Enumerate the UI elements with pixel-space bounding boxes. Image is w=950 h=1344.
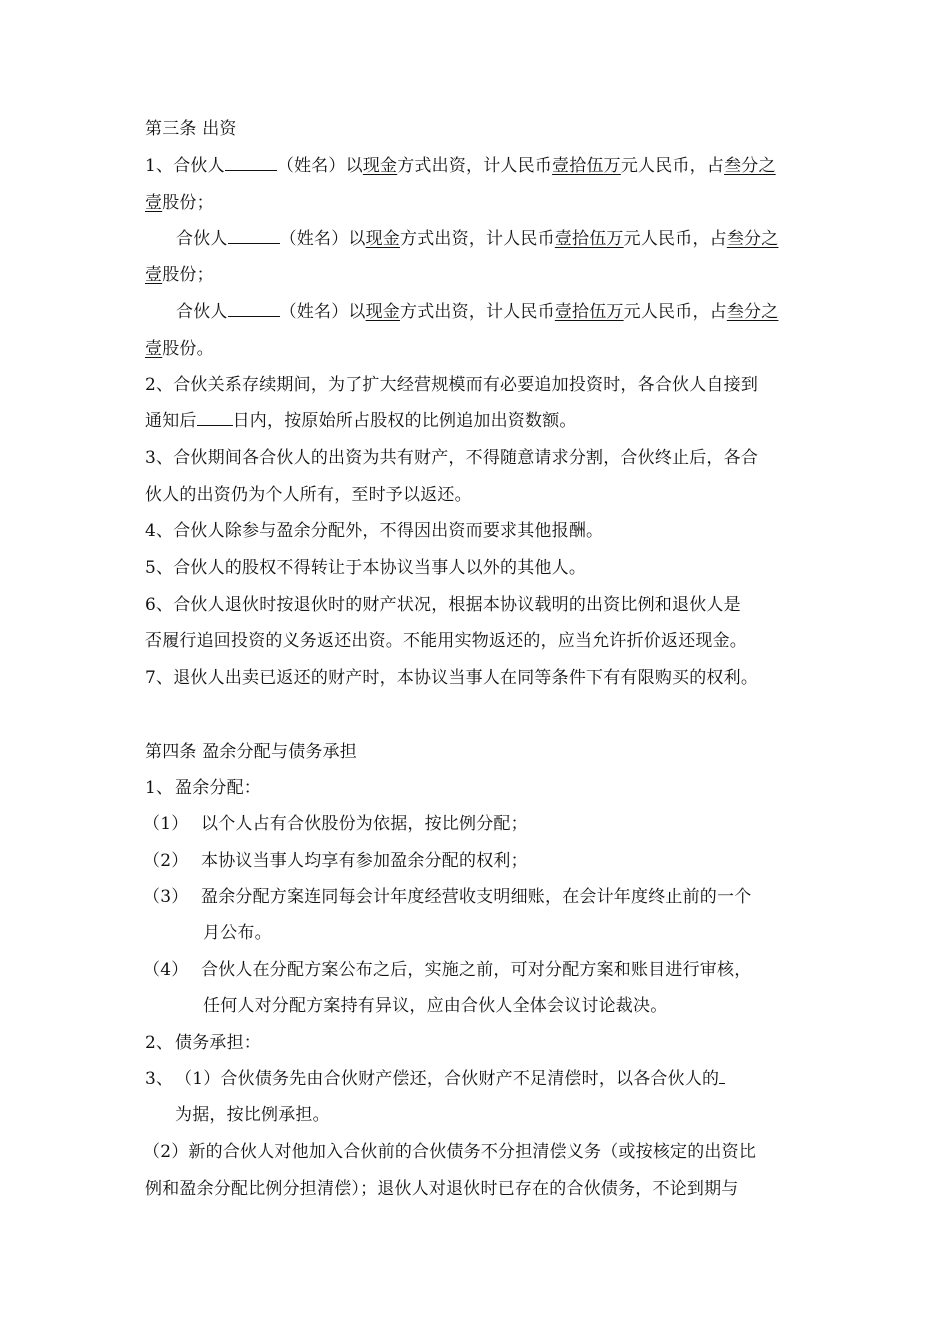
underlined-amount: 壹拾伍万 [552,156,621,176]
underlined-method: 现金 [365,229,401,249]
item-text: 本协议当事人均享有参加盈余分配的权利； [201,851,528,871]
clause-text: 元人民币，占 [620,156,725,176]
clause-text: （姓名）以 [279,302,366,322]
article-4-title: 第四条 盈余分配与债务承担 [145,742,358,762]
article-4-item-4 [143,959,751,981]
clause-text: 日内，按原始所占股权的比例追加出资数额。 [232,411,577,431]
underlined-amount: 壹拾伍万 [554,302,624,322]
clause-text: 方式出资，计人民币 [397,156,553,176]
article-4-section-3-item-2: （2）新的合伙人对他加入合伙前的合伙债务不分担清偿义务（或按核定的出资比 [143,1142,757,1162]
article-3-clause-3-cont: 伙人的出资仍为个人所有，至时予以返还。 [145,485,472,505]
article-4-section-3-cont: 为据，按比例承担。 [175,1105,330,1125]
underlined-share: 叁分之 [726,302,779,322]
clause-text: （姓名）以 [279,229,366,249]
article-4-item-4-cont: 任何人对分配方案持有异议，应由合伙人全体会议讨论裁决。 [203,996,668,1016]
article-3-clause-3: 3、合伙期间各合伙人的出资为共有财产，不得随意请求分割，合伙终止后，各合 [145,448,759,468]
section-number: 1、 [145,778,174,798]
article-3-clause-6: 6、合伙人退伙时按退伙时的财产状况，根据本协议载明的出资比例和退伙人是 [145,595,741,615]
name-blank [228,301,280,317]
article-3-clause-1-partner-b [176,228,778,250]
section-label: 债务承担： [175,1033,261,1053]
article-3-clause-1-partner-a-cont [145,192,214,214]
item-number: （3） [143,887,189,907]
clause-text: 股份； [162,193,214,213]
clause-text: 股份； [162,265,214,285]
underlined-share: 壹 [145,339,163,359]
article-3-clause-5: 5、合伙人的股权不得转让于本协议当事人以外的其他人。 [145,558,587,578]
clause-text: 1、合伙人 [145,156,225,176]
clause-text: 元人民币，占 [623,302,727,322]
name-blank [228,228,280,244]
underlined-share: 叁分之 [724,156,776,176]
underlined-amount: 壹拾伍万 [554,229,624,249]
underlined-method: 现金 [362,156,398,176]
article-3-clause-1-partner-a [145,155,776,177]
days-blank [197,410,233,426]
clause-text: 元人民币，占 [623,229,727,249]
item-text: 以个人占有合伙股份为依据，按比例分配； [201,814,528,834]
article-3-clause-2-cont [145,410,577,432]
clause-text: 合伙人 [176,302,228,322]
item-text: 盈余分配方案连同每会计年度经营收支明细账，在会计年度终止前的一个 [201,887,752,907]
item-number: （1） [143,814,189,834]
article-4-item-3 [143,886,751,908]
clause-text: 方式出资，计人民币 [400,302,555,322]
article-3-title: 第三条 出资 [145,119,237,139]
clause-text: 方式出资，计人民币 [400,229,555,249]
underlined-share: 叁分之 [726,229,779,249]
article-3-clause-4: 4、合伙人除参与盈余分配外，不得因出资而要求其他报酬。 [145,521,604,541]
article-3-clause-6-cont: 否履行追回投资的义务返还出资。不能用实物返还的，应当允许折价返还现金。 [145,631,747,651]
article-3-clause-1-partner-b-cont [145,264,214,286]
section-number: 2、 [145,1033,174,1053]
article-4-section-2 [145,1032,261,1054]
article-4-section-3-item-2-cont: 例和盈余分配比例分担清偿）；退伙人对退伙时已存在的合伙债务，不论到期与 [145,1179,739,1199]
article-3-clause-1-partner-c-cont [145,338,214,360]
article-4-item-2 [143,850,528,872]
clause-text: 通知后 [145,411,197,431]
underlined-share: 壹 [145,265,163,285]
item-text: （1）合伙债务先由合伙财产偿还，合伙财产不足清偿时，以各合伙人的 [175,1069,720,1089]
item-number: （4） [143,960,189,980]
clause-text: 合伙人 [176,229,228,249]
item-text: 合伙人在分配方案公布之后，实施之前，可对分配方案和账目进行审核， [201,960,752,980]
name-blank [225,155,277,171]
item-number: （2） [143,851,189,871]
article-4-item-1 [143,813,528,835]
basis-blank [719,1068,725,1084]
clause-text: （姓名）以 [276,156,363,176]
underlined-share: 壹 [145,193,163,213]
section-number: 3、 [145,1069,174,1089]
article-4-section-3 [145,1068,725,1090]
section-label: 盈余分配： [175,778,261,798]
article-3-clause-2: 2、合伙关系存续期间，为了扩大经营规模而有必要追加投资时，各合伙人自接到 [145,375,759,395]
article-4-section-1 [145,777,261,799]
article-3-clause-1-partner-c [176,301,778,323]
underlined-method: 现金 [365,302,401,322]
article-4-item-3-cont: 月公布。 [203,923,272,943]
clause-text: 股份。 [162,339,214,359]
article-3-clause-7: 7、退伙人出卖已返还的财产时，本协议当事人在同等条件下有有限购买的权利。 [145,668,759,688]
